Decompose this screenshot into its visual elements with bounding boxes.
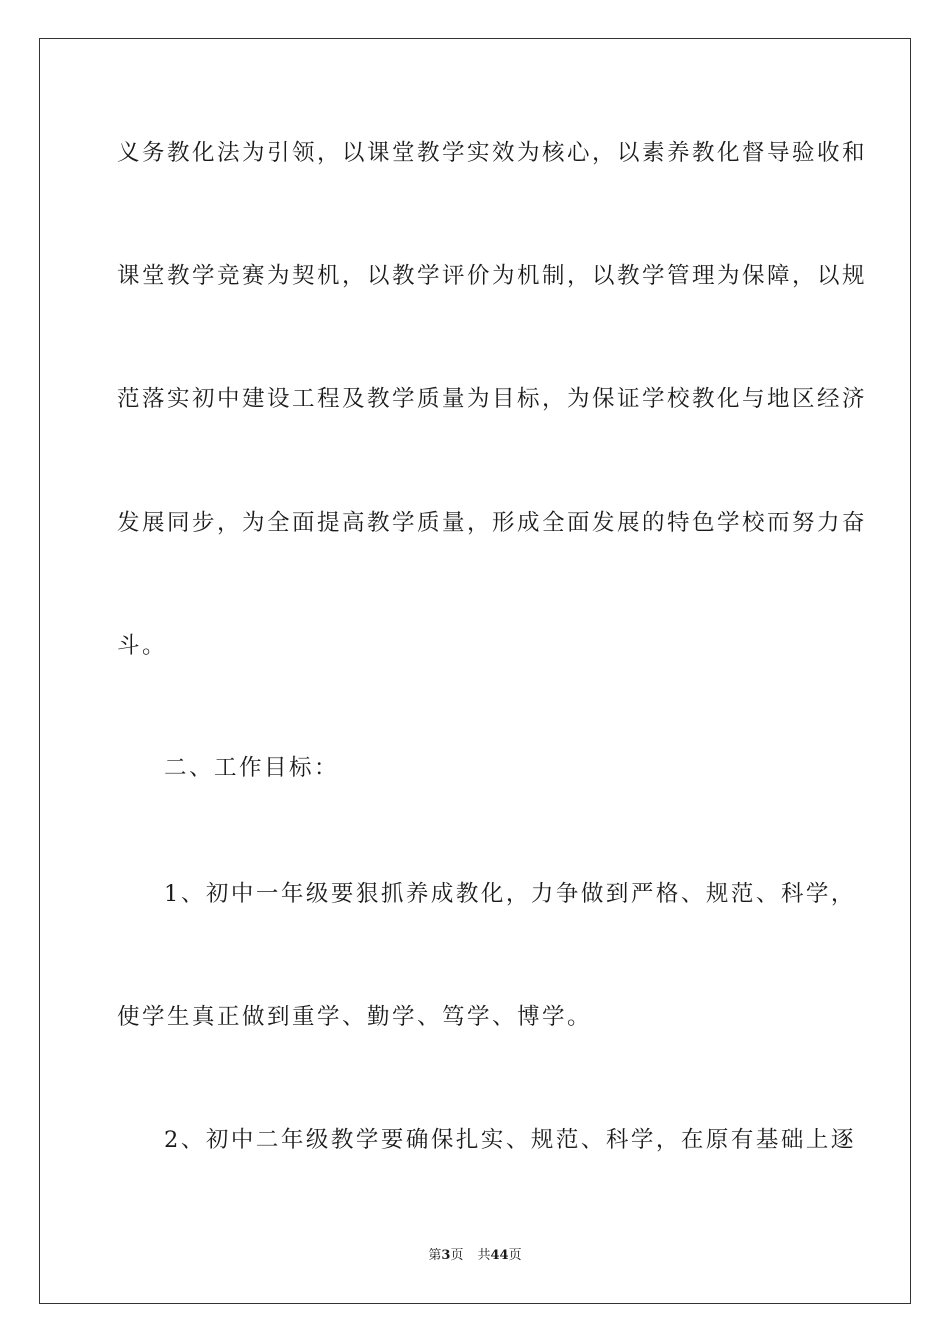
page-footer [0,1247,950,1265]
body-text-line-3: 范落实初中建设工程及教学质量为目标，为保证学校教化与地区经济 [117,386,868,412]
body-text-line-1: 义务教化法为引领，以课堂教学实效为核心，以素养教化督导验收和 [117,140,868,166]
page-prefix: 第 [428,1248,442,1263]
total-suffix: 页 [508,1248,522,1263]
total-prefix: 共 [477,1248,491,1263]
list-item-1-line-2: 使学生真正做到重学、勤学、笃学、博学。 [117,1004,593,1030]
total-pages: 44 [490,1248,509,1263]
list-item-1-line-1: 1、初中一年级要狠抓养成教化，力争做到严格、规范、科学， [164,881,856,907]
page-suffix: 页 [450,1248,464,1263]
body-text-line-5: 斗。 [117,633,168,659]
page-border [39,38,911,1304]
section-heading: 二、工作目标： [164,755,340,781]
list-item-2-line-1: 2、初中二年级教学要确保扎实、规范、科学，在原有基础上逐 [164,1127,856,1153]
body-text-line-4: 发展同步，为全面提高教学质量，形成全面发展的特色学校而努力奋 [117,510,868,536]
body-text-line-2: 课堂教学竞赛为契机，以教学评价为机制，以教学管理为保障，以规 [117,263,868,289]
page-number: 3 [441,1248,451,1263]
